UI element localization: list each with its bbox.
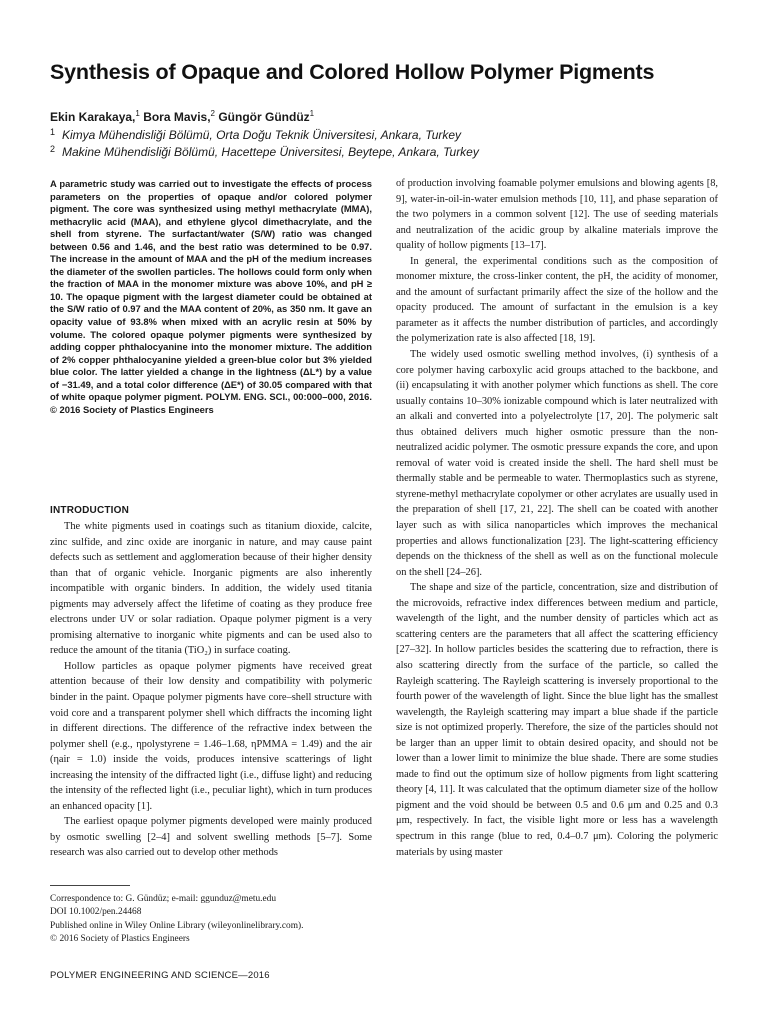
article-title: Synthesis of Opaque and Colored Hollow Polymer Pigments — [50, 60, 655, 84]
author-name: Bora Mavis, — [143, 110, 211, 124]
footnote-divider — [50, 885, 130, 886]
author-affiliation-mark: 1 — [135, 109, 140, 118]
left-column-body — [50, 519, 372, 861]
body-paragraph: The widely used osmotic swelling method involves, (i) synthesis of a core polymer having carboxylic acid groups attached to the backbone, and (ii) encapsulating it with another polymer which functions as shell. The core usually contains 10–30% ionizable compound which is later neutralized with an alkali and converted into a polyelectrolyte [17, 20]. The polymeric salt thus obtained delivers much higher osmotic pressure than the non-neutralized acidic polymer. The osmotic pressure expands the core, and upon removal of water void is created inside the shell. The hard shell must be thermally stable and be permeable to water. Thermoplastics such as styrene, styrene-methyl methacrylate copolymer or other acrylates are usually used in the preparation of shell [17, 21, 22]. The shell can be coated with another layer such as with silica nanoparticles which improves the mechanical properties and allows functionalization [23]. The light-scattering efficiency depends on the thickness of the shell as well as on the functional molecule on the shell [24–26]. — [396, 349, 718, 578]
author-name: Güngör Gündüz — [218, 110, 310, 124]
journal-footer: POLYMER ENGINEERING AND SCIENCE—2016 — [50, 970, 270, 981]
author-list — [50, 109, 730, 124]
affiliation-number: 1 — [50, 127, 56, 137]
body-paragraph: The white pigments used in coatings such as titanium dioxide, calcite, zinc sulfide, and zinc oxide are inorganic in nature, and may cause paint defects such as settlement and agglomeration because of their higher density than that of organic vehicle. Inorganic pigments are also inherently incompatible with organic binders. In addition, the widely used titania pigments may adversely affect the lifetime of coating as they produce free electrons under UV or solar radiation. Opaque polymer pigment is a very promising alternative to inorganic white pigments and can be used also to reduce the amount of the titania (TiO₂) in surface coating. — [50, 521, 372, 657]
footnote-correspondence: Correspondence to: G. Gündüz; e-mail: ggunduz@metu.edu — [50, 894, 277, 904]
affiliation-1 — [50, 127, 730, 142]
body-paragraph: Hollow particles as opaque polymer pigments have received great attention because of their low density and compatibility with polymeric binder in the paint. Opaque polymer pigments have core–shell structure with void core and a transparent polymer shell which diffracts the incoming light in different directions. The difference of the refractive index between the polymer shell (e.g., ηpolystyrene = 1.46–1.68, ηPMMA = 1.49) and the air (ηair = 1.0) inside the voids, produces intensive scatterings of light increasing the intensity of the diffracted light (i.e., diffuse light) and reducing the intensity of the reflected light (i.e., peculiar light), which in turn produces an enhanced opacity [1]. — [50, 660, 372, 812]
body-paragraph: of production involving foamable polymer emulsions and blowing agents [8, 9], water-in-oil-in-water emulsion methods [10, 11], and phase separation of the two polymers in a common solvent [12]. The use of seeding materials and neutralization of the acidic group by alkaline materials improve the quality of hollow pigments [13–17]. — [396, 178, 718, 252]
abstract-citation: POLYM. ENG. SCI., 00:000–000, 2016. © 2016 Society of Plastics Engineers — [50, 391, 373, 415]
body-paragraph: The earliest opaque polymer pigments developed were mainly produced by osmotic swelling [2–4] and solvent swelling methods [5–7]. Some research was also carried out to develop other methods — [50, 816, 372, 859]
author-name: Ekin Karakaya, — [50, 110, 136, 124]
footnote-published: Published online in Wiley Online Library (wileyonlinelibrary.com). — [50, 920, 304, 931]
footnote-copyright: © 2016 Society of Plastics Engineers — [50, 933, 190, 944]
abstract-text: A parametric study was carried out to investigate the effects of process parameters on the properties of opaque and/or colored polymer pigment. The core was synthesized using methyl methacrylate (MMA), methacrylic acid (MAA), and ethylene glycol dimethacrylate, and the shell from styrene. The surfactant/water (S/W) ratio was changed between 0.56 and 1.46, and the best ratio was determined to be 0.97. The increase in the amount of MAA and the pH of the medium increases the diameter of the swollen particles. The hollows could form only when the fraction of MAA in the monomer mixture was above 10%, and pH ≥ 10. The opaque pigment with the largest diameter could be obtained at the S/W ratio of 0.97 and the MAA content of 20%, as 350 nm. It gave an opacity value of 93.8% when mixed with an acrylic resin at 50% by volume. The colored opaque polymer pigments were synthesized by adding copper phthalocyanine into the monomer mixture. The addition of 2% copper phthalocyanine yielded a green-blue color but 3% yielded blue color. The latter yielded a change in the lightness (ΔL*) by a value of −31.49, and a total color difference (ΔE*) of 30.05 compared with that of white opaque polymer pigment. — [50, 178, 372, 403]
section-heading-introduction: INTRODUCTION — [50, 505, 130, 516]
abstract — [50, 178, 372, 416]
author-affiliation-mark: 2 — [210, 109, 215, 118]
affiliation-2 — [50, 144, 730, 159]
footnotes — [50, 893, 372, 946]
body-paragraph: The shape and size of the particle, concentration, size and distribution of the microvoids, refractive index differences between medium and particle, wavelength of the light, and the number density of particles which act as scattering centers are the parameters that all affect the scattering efficiency [27–32]. In hollow particles besides the scattering due to refraction, there is also scattering directly from the surface of the particle, so called the Rayleigh scattering. The Rayleigh scattering is inversely proportional to the fourth power of the wavelength of light. Since the blue light has the smallest wavelength, the Rayleigh scattering may impart a blue shade if the particle size is not optimized properly. Therefore, the size of the particles should not be larger than an upper limit to obtain desired opacity, and should not be lower than a lower limit to minimize the blue shade. There are some studies made to find out the optimum size of hollow pigments from light scattering theory [4, 11]. It was calculated that the optimum diameter size of the hollow pigment and the void should be between 0.5 and 0.6 μm and 0.25 and 0.3 μm, respectively. In fact, the visible light more or less has a wavelength spectrum in this range (blue to red, 0.4–0.7 μm). Coloring the polymeric materials by using master — [396, 582, 718, 858]
affiliation-number: 2 — [50, 144, 56, 154]
footnote-doi: DOI 10.1002/pen.24468 — [50, 907, 142, 918]
author-affiliation-mark: 1 — [309, 109, 315, 118]
affiliation-text: Kimya Mühendisliği Bölümü, Orta Doğu Teknik Üniversitesi, Ankara, Turkey — [62, 128, 462, 142]
body-paragraph: In general, the experimental conditions such as the composition of monomer mixture, the cross-linker content, the pH, the acidity of monomer, and the amount of surfactant primarily affect the size of the hollow and the opacity produced. The amount of surfactant in the emulsion is a key parameter as it affects the number distribution of particles, and accordingly the polymerization rate is also affected [18, 19]. — [396, 255, 718, 345]
right-column-body — [396, 176, 718, 860]
affiliation-text: Makine Mühendisliği Bölümü, Hacettepe Üniversitesi, Beytepe, Ankara, Turkey — [62, 145, 479, 159]
